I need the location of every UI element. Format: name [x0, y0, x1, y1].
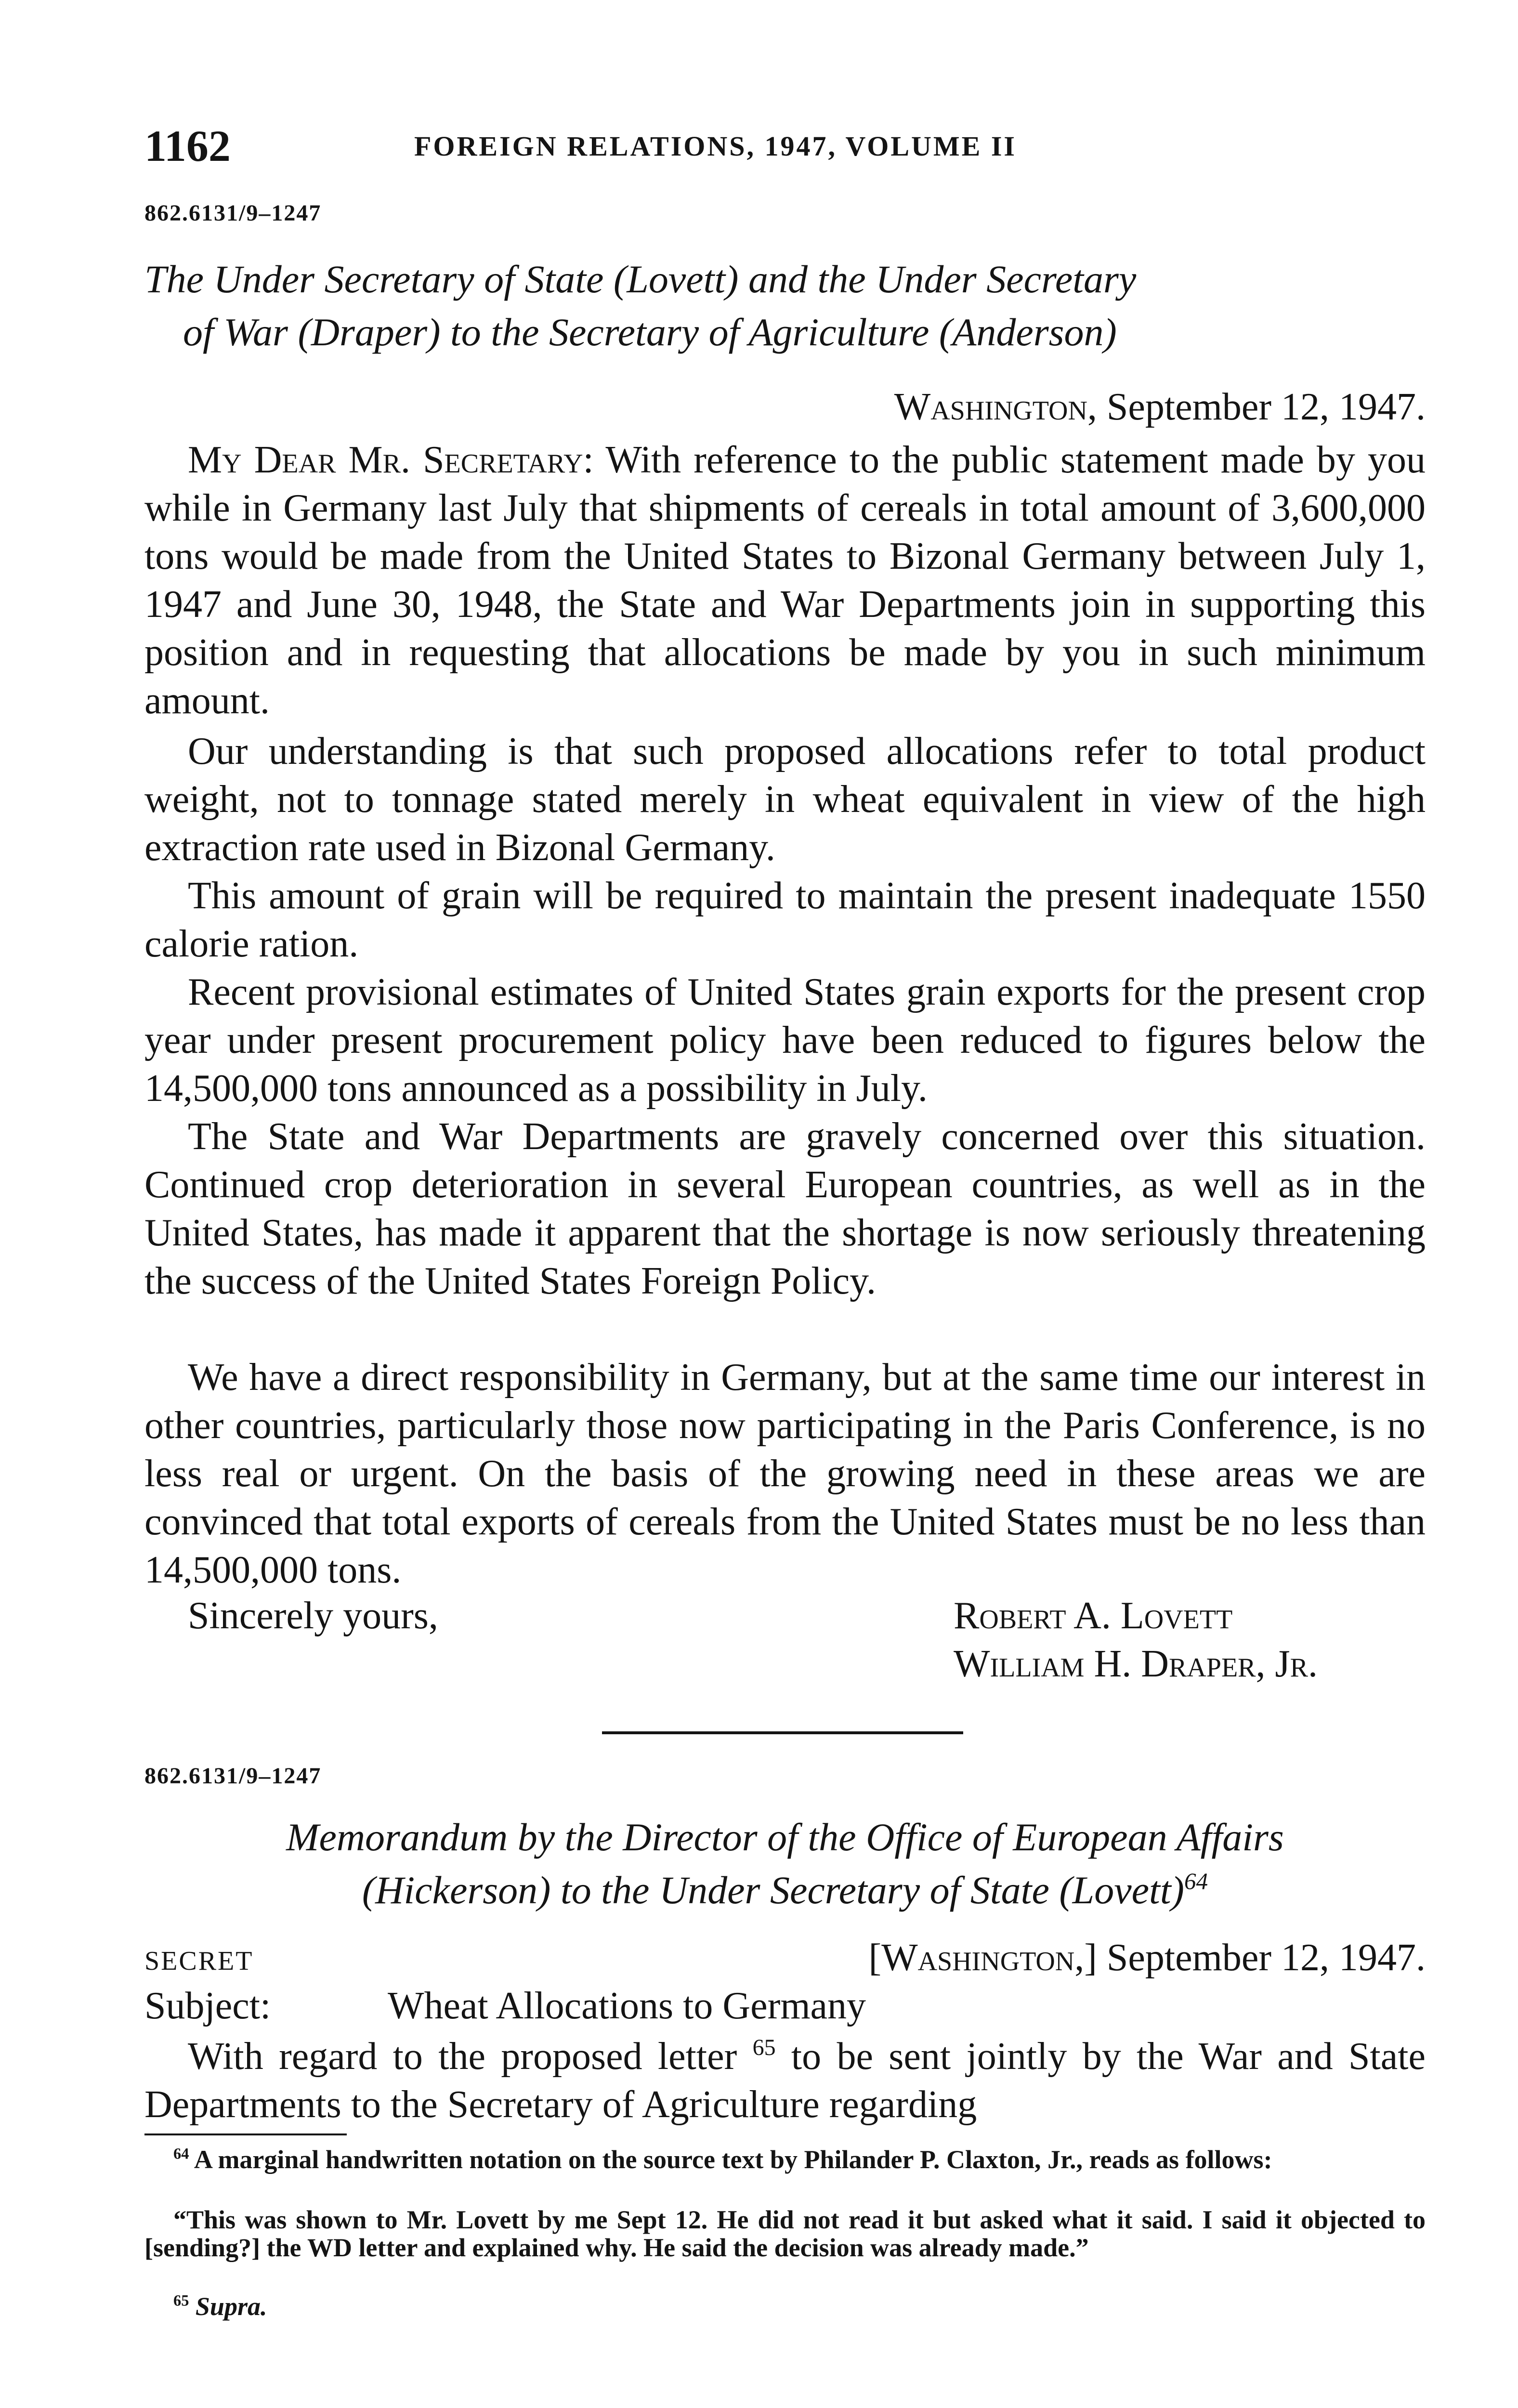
running-title: FOREIGN RELATIONS, 1947, VOLUME II — [414, 131, 1017, 162]
doc1-paragraph-1-text: With reference to the public statement made by you while in Germany last July that shipments of cereals in total amount of 3,600,000 tons would be made from the United States to Bizonal Germany between July 1, 1947 and June 30, 1948, the State and War Departments join in supporting this position and in requesting that allocations be made by you in such minimum amount. — [144, 439, 1426, 722]
footnote-64-quote: “This was shown to Mr. Lovett by me Sept 12. He did not read it but asked what it said. I said it objected to [sending?] the WD letter and explained why. He said the decision was already made.” — [144, 2205, 1426, 2262]
doc2-paragraph-1 — [144, 2032, 1426, 2129]
doc2-heading-line2-text: (Hickerson) to the Under Secretary of State (Lovett) — [362, 1868, 1184, 1912]
doc1-heading-line1: The Under Secretary of State (Lovett) and the Under Secretary — [144, 257, 1137, 301]
doc1-signer-lovett: Robert A. Lovett — [954, 1595, 1233, 1637]
doc2-dateline — [868, 1936, 1426, 1980]
doc2-file-number: 862.6131/9–1247 — [144, 1763, 322, 1789]
doc1-paragraph-6: We have a direct responsibility in Germany, but at the same time our interest in other countries, particularly those now participating in the Paris Conference, is no less real or urgent. On the basis of the growing need in these areas we are convinced that total exports of cereals from the United States must be no less than 14,500,000 tons. — [144, 1356, 1426, 1591]
doc1-closing: Sincerely yours, — [188, 1595, 438, 1637]
section-divider — [602, 1731, 963, 1734]
footnote-ref-65: 65 — [752, 2035, 776, 2061]
running-head — [144, 120, 1426, 173]
doc1-dateline-place: Washington — [894, 386, 1087, 428]
subject-label: Subject: — [144, 1985, 271, 2027]
doc2-dateline-place: Washington — [881, 1937, 1075, 1979]
doc2-heading-line2 — [144, 1864, 1426, 1917]
doc1-paragraph-2: Our understanding is that such proposed allocations refer to total product weight, not to tonnage stated merely in wheat equivalent in view of the high extraction rate used in Bizonal Germany. — [144, 730, 1426, 869]
footnote-65 — [144, 2292, 1426, 2320]
footnote-ref-64: 64 — [1184, 1868, 1208, 1895]
doc1-paragraph-5: The State and War Departments are gravely concerned over this situation. Continued crop deterioration in several European countries, as well as in the United States, has made it apparent that the shortage is now seriously threatening the success of the United States Foreign Policy. — [144, 1115, 1426, 1302]
doc1-salutation: My Dear Mr. Secretary: — [188, 439, 594, 481]
classification-label: SECRET — [144, 1946, 254, 1976]
footnote-64-text: A marginal handwritten notation on the source text by Philander P. Claxton, Jr., reads as follows: — [194, 2145, 1272, 2174]
doc1-dateline-date: , September 12, 1947. — [1087, 386, 1426, 428]
footnote-divider — [144, 2133, 347, 2135]
doc1-paragraph-1 — [144, 436, 1426, 725]
doc2-heading — [144, 1811, 1426, 1917]
footnote-65-mark: 65 — [173, 2292, 189, 2310]
doc1-dateline — [894, 385, 1426, 429]
doc1-file-number: 862.6131/9–1247 — [144, 200, 322, 226]
doc2-dateline-open: [ — [868, 1937, 882, 1979]
doc1-heading-line2: of War (Draper) to the Secretary of Agriculture (Anderson) — [183, 310, 1117, 354]
footnote-65-text: Supra. — [195, 2292, 267, 2321]
footnote-64 — [144, 2146, 1426, 2173]
subject-text: Wheat Allocations to Germany — [388, 1985, 866, 2027]
doc2-paragraph-1-rest: to be sent jointly by the War and State Departments to the Secretary of Agriculture regarding — [144, 2035, 1426, 2126]
doc1-paragraph-4: Recent provisional estimates of United States grain exports for the present crop year under present procurement policy have been reduced to figures below the 14,500,000 tons announced as a possibility in July. — [144, 971, 1426, 1110]
doc2-dateline-rest: ,] September 12, 1947. — [1074, 1937, 1426, 1979]
page-number: 1162 — [144, 121, 231, 170]
footnote-64-mark: 64 — [173, 2145, 189, 2163]
doc1-paragraph-3: This amount of grain will be required to maintain the present inadequate 1550 calorie ration. — [144, 875, 1426, 965]
doc2-paragraph-1-start: With regard to the proposed letter — [188, 2035, 737, 2078]
doc2-heading-line1: Memorandum by the Director of the Office of European Affairs — [286, 1815, 1284, 1859]
doc1-signer-draper: William H. Draper, Jr. — [954, 1643, 1318, 1685]
doc1-heading — [144, 253, 1426, 359]
